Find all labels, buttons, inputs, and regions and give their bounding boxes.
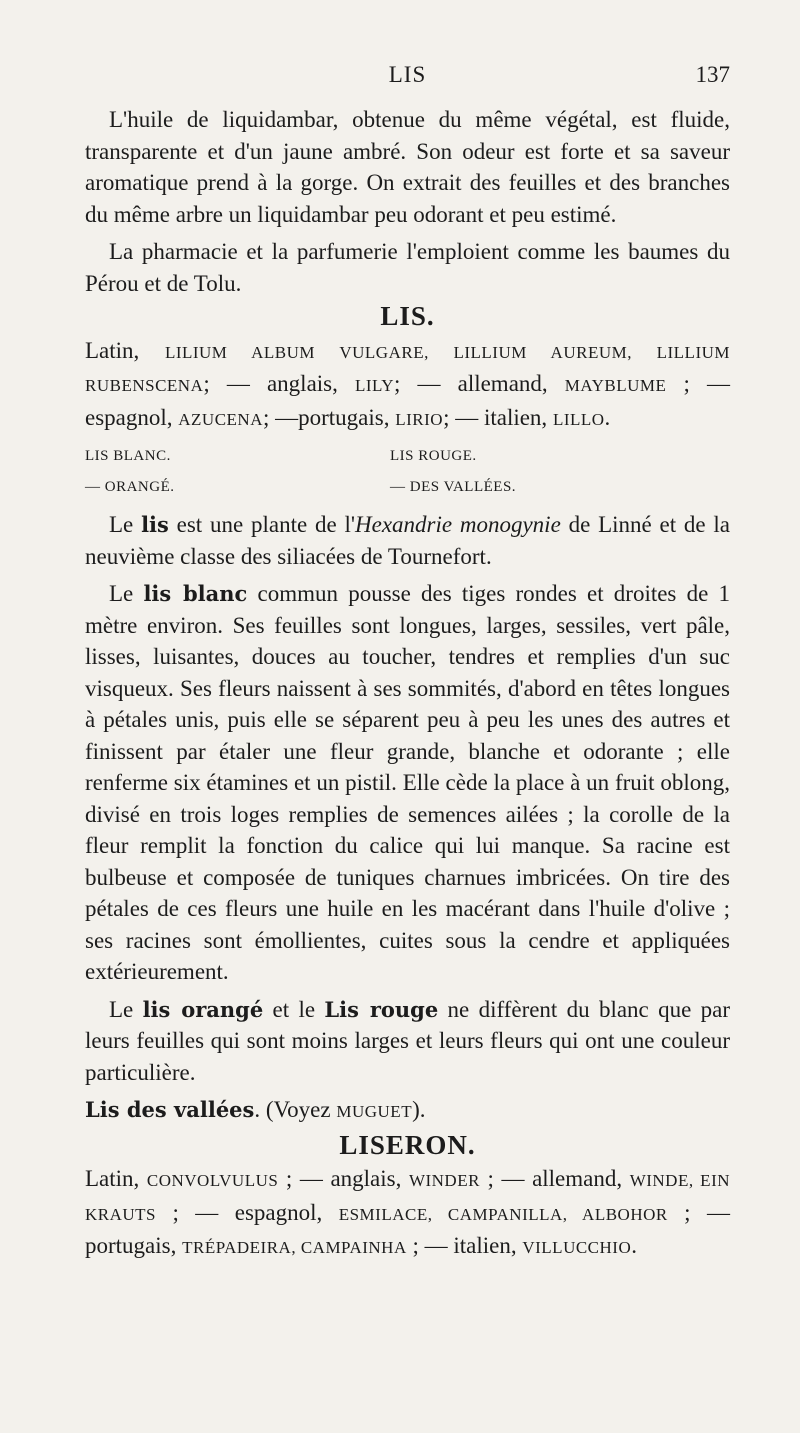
variety-lis-rouge: LIS ROUGE. (390, 448, 477, 464)
running-title: LIS (388, 62, 427, 87)
names-liseron: Latin, CONVOLVULUS ; — anglais, WINDER ; — allemand, WINDE, EIN KRAUTS ; — espagnol, ESMILACE, CAMPANILLA, ALBOHOR ; — portugais, TRÉPADEIRA, CAMPAINHA ; — italien, VILLUCCHIO. (85, 1166, 731, 1258)
running-header (85, 62, 730, 96)
paragraph-pharmacie: La pharmacie et la parfumerie l'emploient comme les baumes du Pérou et de Tolu. (85, 239, 730, 296)
varieties-row-2 (85, 472, 730, 503)
paragraph-lis-blanc: Le lis blanc commun pousse des tiges rondes et droites de 1 mètre environ. Ses feuilles sont longues, larges, sessiles, vert pâle, lisses, luisantes, douces au toucher, tendres et remplies d'un suc visqueux. Ses fleurs naissent à ses sommités, d'abord en têtes longues à pétales unis, puis elle se séparent peu à peu les unes des autres et finissent par étaler une fleur grande, blanche et odorante ; elle renferme six étamines et un pistil. Elle cède la place à un fruit oblong, divisé en trois loges remplies de semences ailées ; la corolle de la fleur remplit la fonction du calice qui lui manque. Sa racine est bulbeuse et composée de tuniques charnues imbricées. On tire des pétales de ces fleurs une huile en les macérant dans l'huile d'olive ; ses racines sont émollientes, cuites sous la cendre et appliquées extérieurement. (85, 581, 730, 984)
paragraph-liquidambar: L'huile de liquidambar, obtenue du même végétal, est fluide, transparente et d'un jaune ambré. Son odeur est forte et sa saveur aromatique prend à la gorge. On extrait des feuilles et des branches du même arbre un liquidambar peu odorant et peu estimé. (85, 107, 730, 227)
paragraph-lis-definition: Le lis est une plante de l'Hexandrie monogynie de Linné et de la neuvième classe des siliacées de Tournefort. (85, 512, 731, 569)
paragraph-lis-orange: Le lis orangé et le Lis rouge ne diffèrent du blanc que par leurs feuilles qui sont moins larges et leurs fleurs qui ont une couleur particulière. (85, 996, 730, 1085)
names-lis: Latin, LILIUM ALBUM VULGARE, LILLIUM AUREUM, LILLIUM RUBENSCENA; — anglais, LILY; — allemand, MAYBLUME ; — espagnol, AZUCENA; —portugais, LIRIO; — italien, LILLO. (85, 337, 731, 430)
paragraph-lis-vallees: Lis des vallées. (Voyez MUGUET). (85, 1097, 426, 1122)
variety-vallees: — DES VALLÉES. (390, 479, 517, 495)
variety-lis-blanc: LIS BLANC. (85, 448, 171, 464)
page-number: 137 (695, 62, 730, 87)
heading-liseron: LISERON. (339, 1129, 476, 1160)
variety-orange: — ORANGÉ. (85, 479, 175, 495)
page-body (85, 104, 730, 1264)
heading-lis: LIS. (380, 301, 435, 331)
varieties-row-1 (85, 441, 730, 472)
